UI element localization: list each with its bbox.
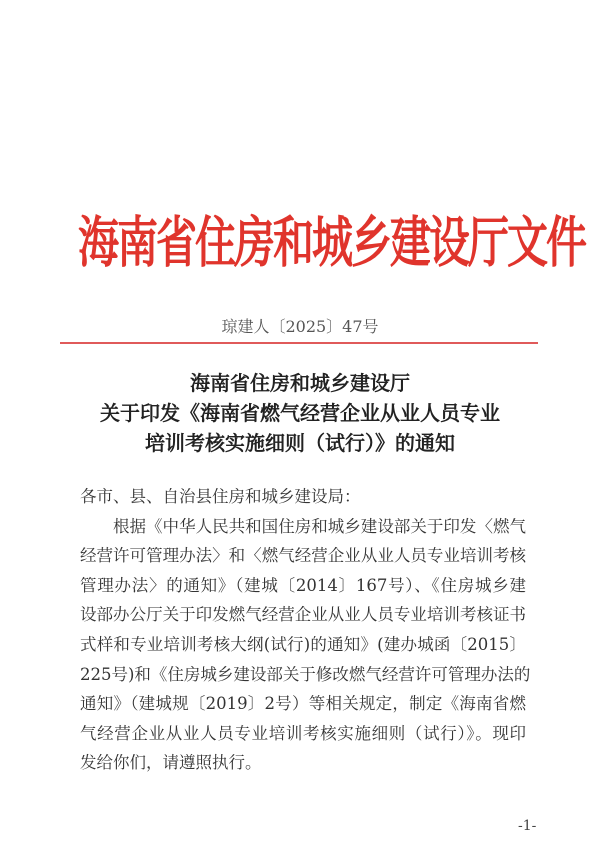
body-line: 通知》（建城规〔2019〕2号）等相关规定，制定《海南省燃 [80, 694, 526, 714]
body-line: 管理办法〉的通知》（建城〔2014〕167号）、《住房城乡建 [80, 575, 526, 595]
body-line: 设部办公厅关于印发燃气经营企业从业人员专业培训考核证书 [80, 605, 526, 625]
body-line: 气经营企业从业人员专业培训考核实施细则（试行）》。现印 [80, 723, 526, 743]
heading-line: 关于印发《海南省燃气经营企业从业人员专业 [100, 401, 500, 425]
body-line: 225号)和《住房城乡建设部关于修改燃气经营许可管理办法的 [80, 664, 531, 684]
notice-body [80, 482, 531, 778]
body-line: 根据《中华人民共和国住房和城乡建设部关于印发〈燃气 [113, 516, 526, 536]
heading-line: 海南省住房和城乡建设厅 [190, 371, 410, 395]
document-number: 琼建人〔2025〕47号 [221, 317, 379, 336]
heading-line: 培训考核实施细则（试行）》的通知 [145, 431, 455, 455]
salutation: 各市、县、自治县住房和城乡建设局： [80, 487, 361, 506]
body-line: 经营许可管理办法〉和〈燃气经营企业从业人员专业培训考核 [80, 546, 526, 566]
body-line: 发给你们，请遵照执行。 [80, 753, 262, 773]
page-number: -1- [518, 818, 537, 834]
document-banner-title: 海南省住房和城乡建设厅文件 [78, 210, 585, 275]
body-line: 式样和专业培训考核大纲(试行)的通知》(建办城函〔2015〕 [80, 634, 526, 654]
red-divider [60, 342, 538, 344]
notice-heading [60, 368, 540, 458]
